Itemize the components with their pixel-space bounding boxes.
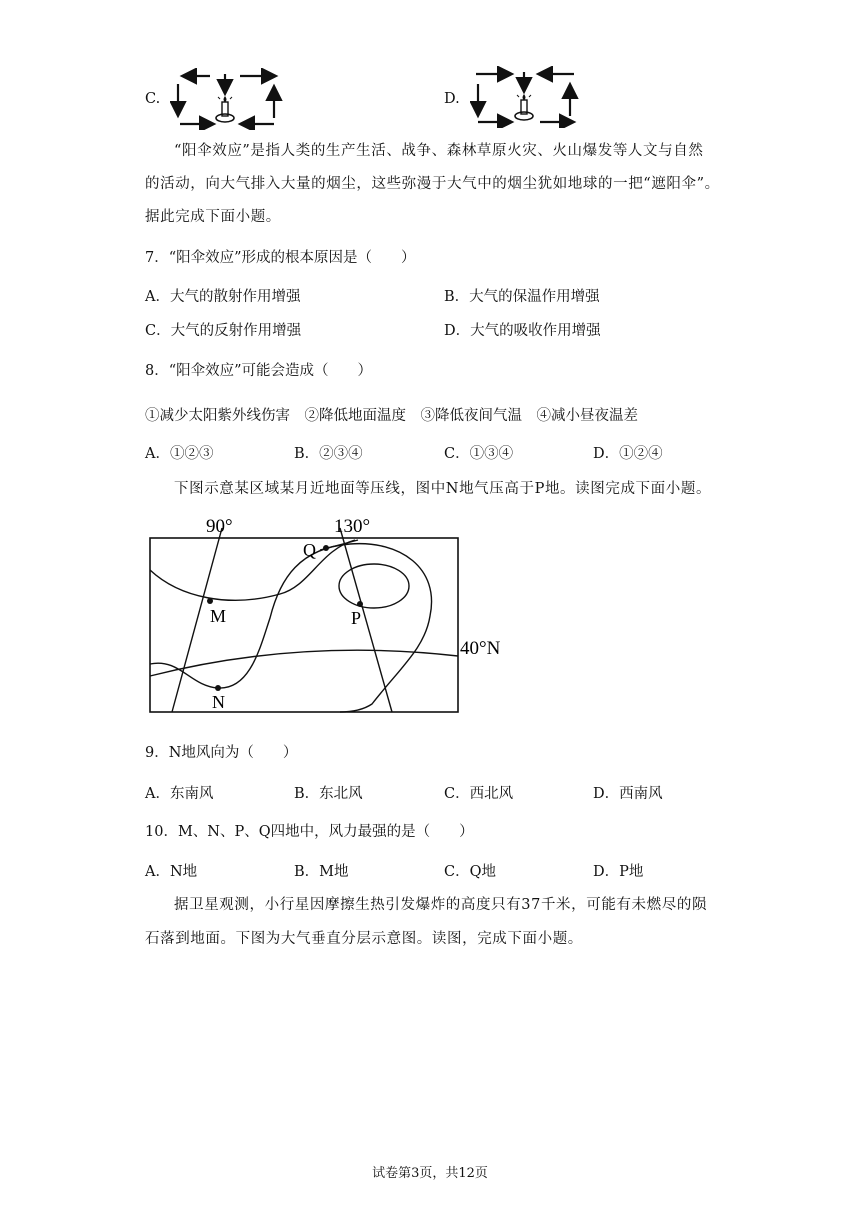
label-q: Q — [303, 540, 316, 560]
isobar-inner — [339, 564, 409, 608]
q7-option-a[interactable]: A．大气的散射作用增强 — [145, 289, 301, 305]
q8-items: ①减少太阳紫外线伤害 ②降低地面温度 ③降低夜间气温 ④减小昼夜温差 — [145, 408, 638, 424]
lon-label-90: 90° — [206, 516, 233, 537]
q8-stem: 8．“阳伞效应”可能会造成（ ） — [145, 363, 373, 379]
q9-option-c[interactable]: C．西北风 — [444, 786, 514, 802]
meteor-intro-line1: 据卫星观测，小行星因摩擦生热引发爆炸的高度只有37千米，可能有未燃尽的陨 — [174, 897, 708, 913]
label-m: M — [210, 606, 227, 626]
isobar-2 — [150, 544, 432, 712]
page-footer: 试卷第3页，共12页 — [372, 1166, 488, 1181]
q8-option-a[interactable]: A．①②③ — [145, 446, 214, 462]
point-p — [357, 601, 363, 607]
label-n: N — [212, 692, 225, 712]
q7-option-b[interactable]: B．大气的保温作用增强 — [444, 289, 600, 305]
q10-option-c[interactable]: C．Q地 — [444, 864, 496, 880]
meridian-130 — [340, 528, 392, 712]
lat-label-40n: 40°N — [460, 638, 501, 659]
option-c-label: C. — [145, 91, 161, 107]
candle-icon — [515, 94, 533, 120]
point-q — [323, 545, 329, 551]
q7-stem: 7．“阳伞效应”形成的根本原因是（ ） — [145, 250, 416, 266]
lon-label-130: 130° — [334, 516, 371, 537]
isobar-intro: 下图示意某区域某月近地面等压线，图中N地气压高于P地。读图完成下面小题。 — [174, 481, 712, 497]
umbrella-intro-line2: 的活动，向大气排入大量的烟尘，这些弥漫于大气中的烟尘犹如地球的一把“遮阳伞”。 — [145, 176, 720, 192]
circulation-diagram-c — [170, 68, 285, 130]
q10-option-d[interactable]: D．P地 — [593, 864, 644, 880]
label-p: P — [351, 608, 362, 628]
q10-option-a[interactable]: A．N地 — [145, 864, 198, 880]
point-n — [215, 685, 221, 691]
candle-icon — [216, 96, 234, 122]
point-m — [207, 598, 213, 604]
umbrella-intro-line3: 据此完成下面小题。 — [145, 209, 281, 225]
circulation-diagram-d — [470, 66, 585, 128]
option-d-label: D. — [444, 91, 460, 107]
q9-option-d[interactable]: D．西南风 — [593, 786, 663, 802]
q8-option-c[interactable]: C．①③④ — [444, 446, 514, 462]
q8-option-b[interactable]: B．②③④ — [294, 446, 363, 462]
isobar-map — [140, 508, 530, 720]
q8-option-d[interactable]: D．①②④ — [593, 446, 663, 462]
q7-option-c[interactable]: C．大气的反射作用增强 — [145, 323, 302, 339]
q9-option-a[interactable]: A．东南风 — [145, 786, 214, 802]
q10-option-b[interactable]: B．M地 — [294, 864, 349, 880]
q9-option-b[interactable]: B．东北风 — [294, 786, 363, 802]
latitude-40n — [150, 650, 458, 676]
umbrella-intro-line1: “阳伞效应”是指人类的生产生活、战争、森林草原火灾、火山爆发等人文与自然 — [174, 143, 704, 159]
q9-stem: 9．N地风向为（ ） — [145, 745, 298, 761]
meteor-intro-line2: 石落到地面。下图为大气垂直分层示意图。读图，完成下面小题。 — [145, 931, 583, 947]
q10-stem: 10．M、N、P、Q四地中，风力最强的是（ ） — [145, 824, 474, 840]
q7-option-d[interactable]: D．大气的吸收作用增强 — [444, 323, 601, 339]
